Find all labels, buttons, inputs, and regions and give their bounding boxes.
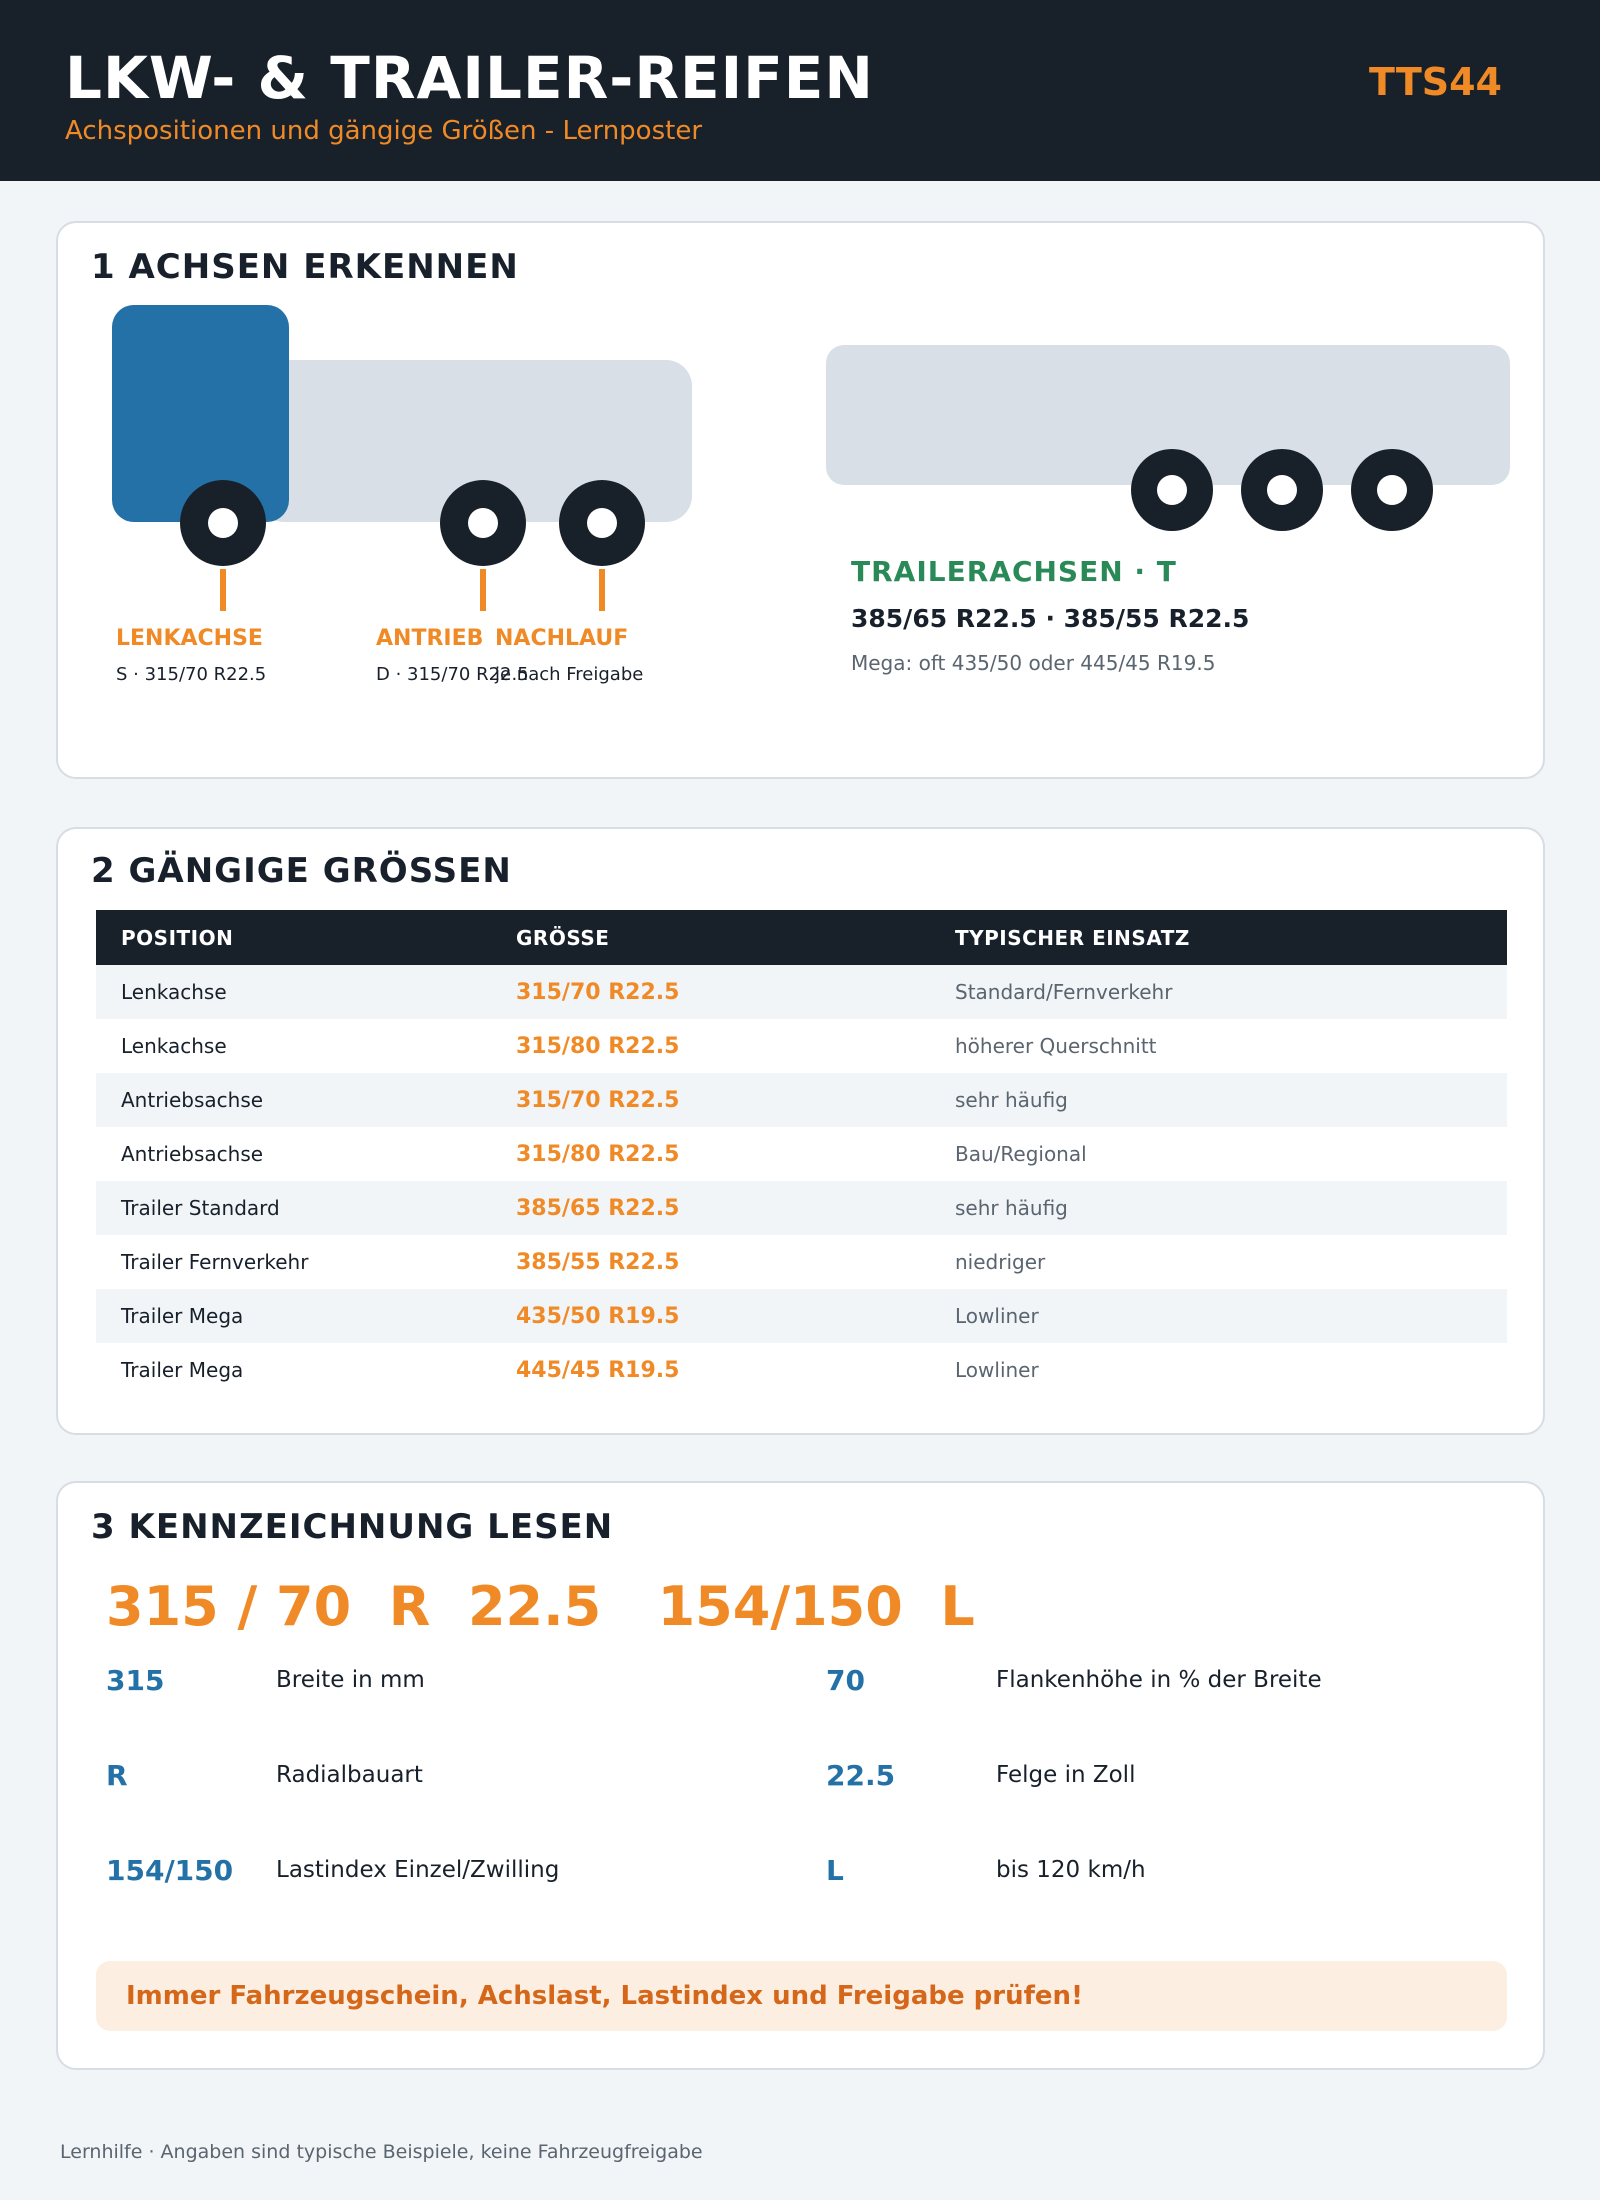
table-row bbox=[96, 965, 1507, 1019]
drive-marker bbox=[480, 569, 486, 611]
poster-subtitle: Achspositionen und gängige Größen - Lernposter bbox=[65, 116, 703, 146]
axle-label-drive: ANTRIEB bbox=[376, 626, 484, 651]
table-row bbox=[96, 1019, 1507, 1073]
cell-position: Trailer Standard bbox=[121, 1196, 280, 1220]
steer-marker bbox=[220, 569, 226, 611]
cell-size: 445/45 R19.5 bbox=[516, 1357, 680, 1383]
poster-code: TTS44 bbox=[1369, 60, 1502, 104]
drive-wheel-icon bbox=[440, 480, 526, 566]
column-header-position: POSITION bbox=[121, 925, 234, 950]
cell-position: Antriebsachse bbox=[121, 1142, 264, 1166]
table-row bbox=[96, 1181, 1507, 1235]
cell-position: Trailer Mega bbox=[121, 1358, 244, 1382]
poster-title: LKW- & TRAILER-REIFEN bbox=[65, 44, 874, 112]
code-construction-desc: Radialbauart bbox=[276, 1762, 423, 1788]
trailer-wheel-icon bbox=[1241, 449, 1323, 531]
cell-size: 385/55 R22.5 bbox=[516, 1249, 680, 1275]
code-construction: R bbox=[106, 1759, 128, 1792]
sizes-table bbox=[96, 910, 1507, 1397]
code-speed-desc: bis 120 km/h bbox=[996, 1857, 1146, 1883]
steer-wheel-icon bbox=[180, 480, 266, 566]
cell-usage: sehr häufig bbox=[955, 1196, 1068, 1220]
section-axles bbox=[56, 221, 1545, 779]
code-width: 315 bbox=[106, 1664, 165, 1697]
table-header bbox=[96, 910, 1507, 965]
axle-label-tag: NACHLAUF bbox=[495, 626, 629, 651]
trailer-wheel-icon bbox=[1131, 449, 1213, 531]
tire-marking-example: 315 / 70 R 22.5 154/150 L bbox=[106, 1575, 975, 1638]
code-speed: L bbox=[826, 1854, 844, 1887]
table-row bbox=[96, 1343, 1507, 1397]
code-aspect-desc: Flankenhöhe in % der Breite bbox=[996, 1667, 1322, 1693]
column-header-size: GRÖSSE bbox=[516, 925, 610, 950]
table-row bbox=[96, 1073, 1507, 1127]
code-rim: 22.5 bbox=[826, 1759, 896, 1792]
cell-size: 315/70 R22.5 bbox=[516, 979, 680, 1005]
cell-usage: höherer Querschnitt bbox=[955, 1034, 1157, 1058]
code-load-index: 154/150 bbox=[106, 1854, 234, 1887]
cell-position: Trailer Mega bbox=[121, 1304, 244, 1328]
cell-size: 315/70 R22.5 bbox=[516, 1087, 680, 1113]
warning-banner bbox=[96, 1961, 1507, 2031]
section-axles-title: 1 ACHSEN ERKENNEN bbox=[91, 247, 519, 287]
poster-header bbox=[0, 0, 1600, 181]
warning-text: Immer Fahrzeugschein, Achslast, Lastindex und Freigabe prüfen! bbox=[126, 1981, 1083, 2011]
trailer-axles-note: Mega: oft 435/50 oder 445/45 R19.5 bbox=[851, 651, 1216, 675]
code-aspect: 70 bbox=[826, 1664, 865, 1697]
cell-usage: Lowliner bbox=[955, 1358, 1039, 1382]
code-rim-desc: Felge in Zoll bbox=[996, 1762, 1136, 1788]
table-row bbox=[96, 1235, 1507, 1289]
trailer-axles-sizes: 385/65 R22.5 · 385/55 R22.5 bbox=[851, 604, 1250, 633]
code-load-index-desc: Lastindex Einzel/Zwilling bbox=[276, 1857, 560, 1883]
axle-label-steer: LENKACHSE bbox=[116, 626, 263, 651]
cell-usage: sehr häufig bbox=[955, 1088, 1068, 1112]
section-sizes bbox=[56, 827, 1545, 1435]
cell-usage: Lowliner bbox=[955, 1304, 1039, 1328]
cell-usage: Bau/Regional bbox=[955, 1142, 1087, 1166]
code-width-desc: Breite in mm bbox=[276, 1667, 425, 1693]
section-sizes-title: 2 GÄNGIGE GRÖSSEN bbox=[91, 851, 512, 891]
cell-position: Lenkachse bbox=[121, 980, 227, 1004]
column-header-usage: TYPISCHER EINSATZ bbox=[955, 925, 1190, 950]
axle-size-steer: S · 315/70 R22.5 bbox=[116, 664, 267, 685]
axle-size-tag: je nach Freigabe bbox=[495, 664, 644, 685]
cell-position: Trailer Fernverkehr bbox=[121, 1250, 309, 1274]
section-marking bbox=[56, 1481, 1545, 2070]
cell-usage: Standard/Fernverkehr bbox=[955, 980, 1173, 1004]
table-row bbox=[96, 1289, 1507, 1343]
tag-marker bbox=[599, 569, 605, 611]
axle-size-drive: D · 315/70 R22.5 bbox=[376, 664, 529, 685]
cell-position: Lenkachse bbox=[121, 1034, 227, 1058]
cell-size: 315/80 R22.5 bbox=[516, 1033, 680, 1059]
footer-note: Lernhilfe · Angaben sind typische Beispiele, keine Fahrzeugfreigabe bbox=[60, 2141, 703, 2163]
cell-usage: niedriger bbox=[955, 1250, 1046, 1274]
cell-size: 315/80 R22.5 bbox=[516, 1141, 680, 1167]
trailer-axles-label: TRAILERACHSEN · T bbox=[851, 555, 1177, 588]
tag-wheel-icon bbox=[559, 480, 645, 566]
cell-size: 385/65 R22.5 bbox=[516, 1195, 680, 1221]
section-marking-title: 3 KENNZEICHNUNG LESEN bbox=[91, 1507, 614, 1547]
cell-size: 435/50 R19.5 bbox=[516, 1303, 680, 1329]
cell-position: Antriebsachse bbox=[121, 1088, 264, 1112]
trailer-wheel-icon bbox=[1351, 449, 1433, 531]
table-row bbox=[96, 1127, 1507, 1181]
